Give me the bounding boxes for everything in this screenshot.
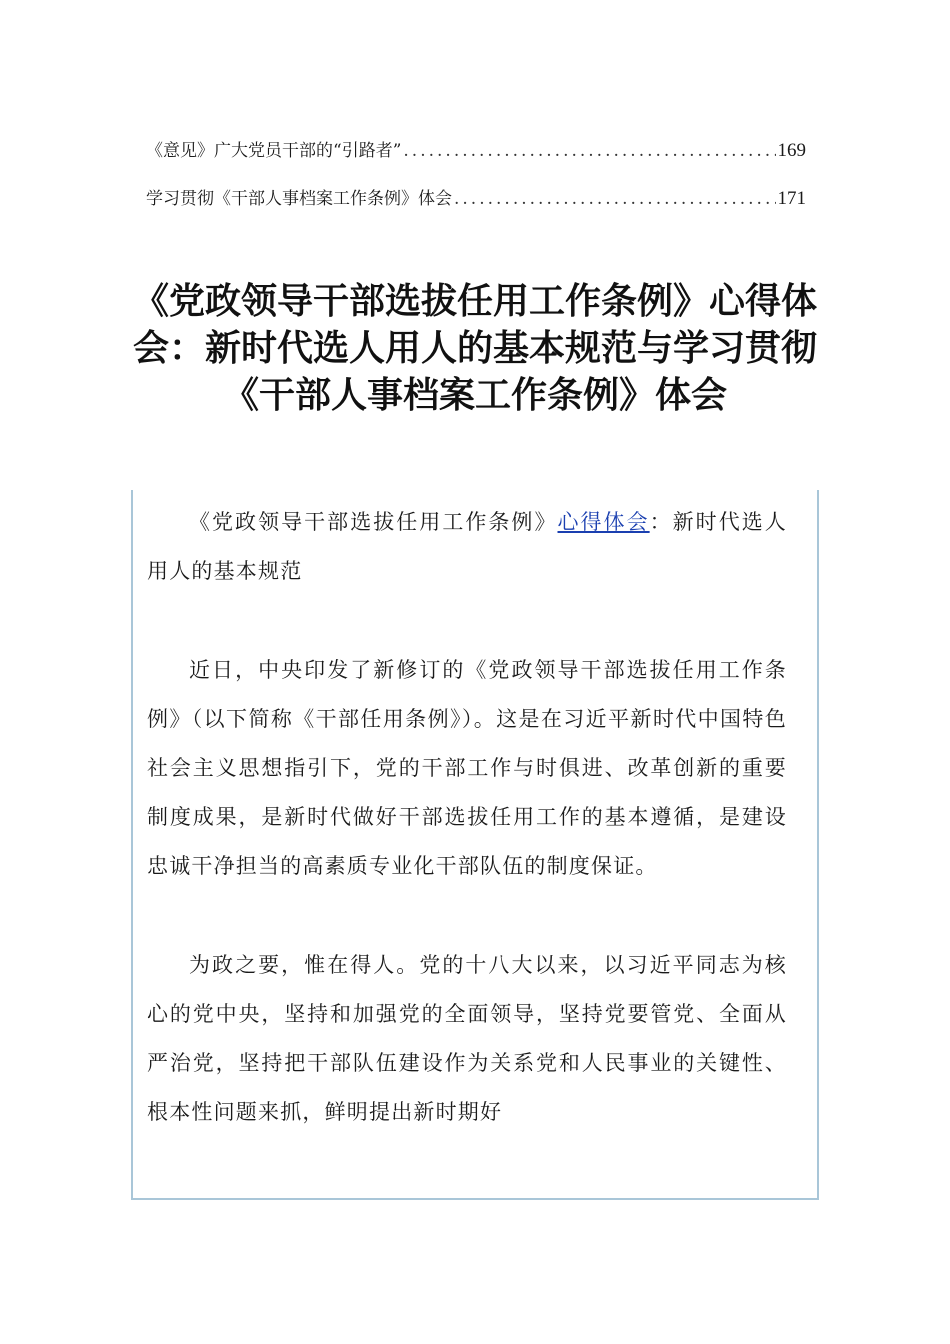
intro-prefix: 《党政领导干部选拔任用工作条例》 xyxy=(189,510,558,534)
article-frame xyxy=(131,490,819,1200)
toc-entry-page: 169 xyxy=(777,140,806,161)
toc-leader-dots xyxy=(454,189,776,209)
document-title: 《党政领导干部选拔任用工作条例》心得体会：新时代选人用人的基本规范与学习贯彻《干部人事档案工作条例》体会 xyxy=(132,281,817,416)
toc-entry-page: 171 xyxy=(777,188,806,209)
toc-entry[interactable] xyxy=(146,136,806,160)
toc-entry[interactable] xyxy=(146,184,806,208)
intro-suffix: ：新时代选人用人的基本规范 xyxy=(147,510,787,583)
toc-entry-title: 学习贯彻《干部人事档案工作条例》体会 xyxy=(146,189,452,209)
toc-leader-dots xyxy=(403,141,775,161)
body-paragraph: 近日，中央印发了新修订的《党政领导干部选拔任用工作条例》（以下简称《干部任用条例》）。这是在习近平新时代中国特色社会主义思想指引下，党的干部工作与时俱进、改革创新的重要制度成果，是新时代做好干部选拔任用工作的基本遵循，是建设忠诚干净担当的高素质专业化干部队伍的制度保证。 xyxy=(147,658,787,878)
table-of-contents xyxy=(146,136,806,232)
intro-paragraph xyxy=(147,498,787,596)
xinde-tihui-link[interactable]: 心得体会 xyxy=(557,510,650,534)
article-body xyxy=(147,498,787,1187)
toc-entry-title: 《意见》广大党员干部的“引路者” xyxy=(146,141,402,161)
body-paragraph: 为政之要，惟在得人。党的十八大以来，以习近平同志为核心的党中央，坚持和加强党的全面领导，坚持党要管党、全面从严治党，坚持把干部队伍建设作为关系党和人民事业的关键性、根本性问题来抓，鲜明提出新时期好 xyxy=(147,953,787,1124)
